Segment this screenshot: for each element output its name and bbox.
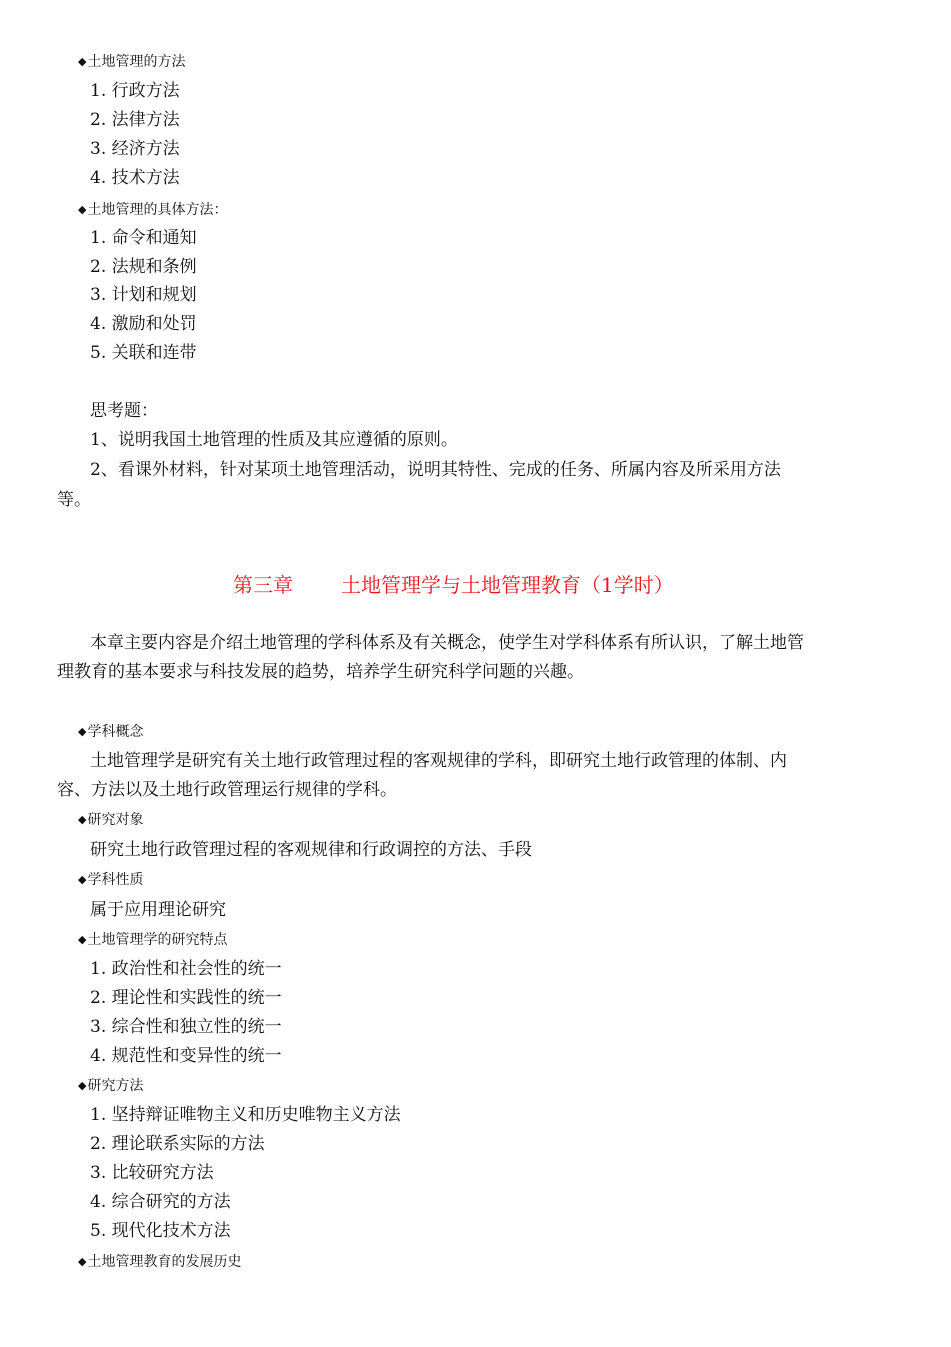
- list-item: 5. 关联和连带: [90, 343, 197, 363]
- section-heading-land-management-methods: ◆土地管理的方法: [78, 54, 186, 70]
- section-heading-research-features: ◆土地管理学的研究特点: [78, 932, 228, 948]
- list-item: 3. 比较研究方法: [90, 1163, 214, 1183]
- list-item: 5. 现代化技术方法: [90, 1221, 231, 1241]
- diamond-bullet-icon: ◆: [78, 725, 87, 738]
- diamond-bullet-icon: ◆: [78, 55, 87, 68]
- list-item: 2. 法规和条例: [90, 257, 197, 277]
- list-item: 2. 法律方法: [90, 110, 180, 130]
- concept-line-2: 容、方法以及土地行政管理运行规律的学科。: [57, 780, 397, 800]
- section-heading-concept: ◆学科概念: [78, 724, 144, 740]
- discipline-nature-text: 属于应用理论研究: [90, 900, 226, 920]
- section-heading-education-history: ◆土地管理教育的发展历史: [78, 1254, 242, 1270]
- list-item: 4. 规范性和变异性的统一: [90, 1046, 282, 1066]
- intro-line-1: 本章主要内容是介绍土地管理的学科体系及有关概念，使学生对学科体系有所认识，了解土地管: [90, 633, 804, 653]
- list-item: 1. 行政方法: [90, 81, 180, 101]
- list-item: 4. 技术方法: [90, 168, 180, 188]
- chapter-title: [233, 572, 674, 598]
- question-2-line-1: 2、看课外材料，针对某项土地管理活动，说明其特性、完成的任务、所属内容及所采用方法: [90, 460, 781, 480]
- list-item: 3. 综合性和独立性的统一: [90, 1017, 282, 1037]
- intro-line-2: 理教育的基本要求与科技发展的趋势，培养学生研究科学问题的兴趣。: [57, 662, 584, 682]
- section-heading-discipline-nature: ◆学科性质: [78, 872, 144, 888]
- question-1: 1、说明我国土地管理的性质及其应遵循的原则。: [90, 430, 458, 450]
- list-item: 1. 命令和通知: [90, 228, 197, 248]
- diamond-bullet-icon: ◆: [78, 1079, 87, 1092]
- diamond-bullet-icon: ◆: [78, 203, 87, 216]
- section-heading-research-methods: ◆研究方法: [78, 1078, 144, 1094]
- diamond-bullet-icon: ◆: [78, 873, 87, 886]
- list-item: 4. 激励和处罚: [90, 314, 197, 334]
- list-item: 3. 经济方法: [90, 139, 180, 159]
- list-item: 2. 理论联系实际的方法: [90, 1134, 265, 1154]
- chapter-name: 土地管理学与土地管理教育（1学时）: [341, 573, 674, 597]
- list-item: 3. 计划和规划: [90, 285, 197, 305]
- diamond-bullet-icon: ◆: [78, 813, 87, 826]
- questions-title: 思考题：: [90, 401, 158, 421]
- chapter-number: 第三章: [233, 573, 293, 597]
- diamond-bullet-icon: ◆: [78, 933, 87, 946]
- list-item: 1. 政治性和社会性的统一: [90, 959, 282, 979]
- research-object-text: 研究土地行政管理过程的客观规律和行政调控的方法、手段: [90, 840, 532, 860]
- section-heading-research-object: ◆研究对象: [78, 812, 144, 828]
- diamond-bullet-icon: ◆: [78, 1255, 87, 1268]
- section-heading-specific-methods: ◆土地管理的具体方法：: [78, 202, 228, 218]
- list-item: 2. 理论性和实践性的统一: [90, 988, 282, 1008]
- list-item: 4. 综合研究的方法: [90, 1192, 231, 1212]
- question-2-line-2: 等。: [57, 490, 91, 510]
- concept-line-1: 土地管理学是研究有关土地行政管理过程的客观规律的学科，即研究土地行政管理的体制、内: [90, 751, 787, 771]
- list-item: 1. 坚持辩证唯物主义和历史唯物主义方法: [90, 1105, 401, 1125]
